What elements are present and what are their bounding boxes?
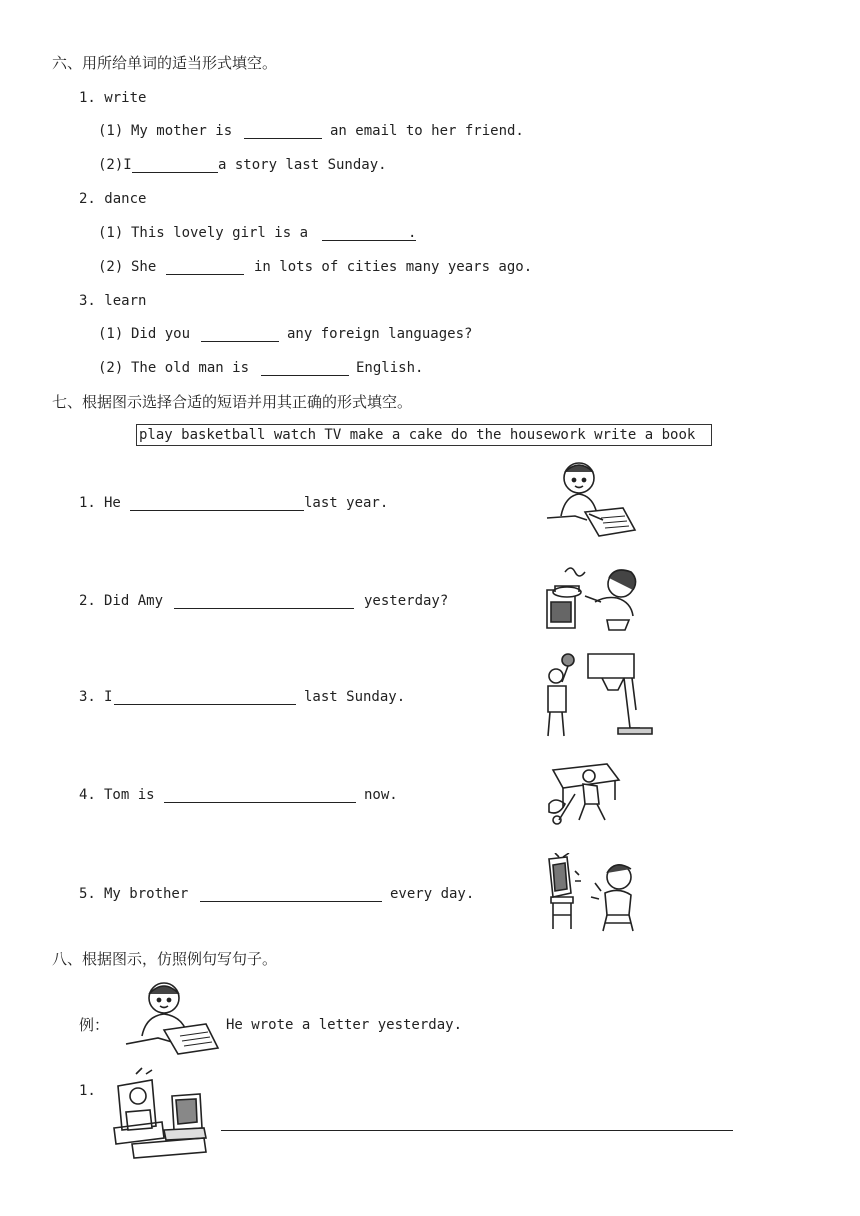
item-num: (1) [98, 326, 124, 342]
item-before: Did you [131, 326, 191, 342]
section-6-heading: 六、用所给单词的适当形式填空。 [52, 54, 278, 72]
item-after: any foreign languages? [287, 326, 473, 342]
answer-blank[interactable] [130, 510, 304, 511]
group-1-label: 1. write [79, 90, 147, 106]
boy-writing-letter-icon [124, 978, 220, 1058]
item-after: English. [356, 360, 424, 376]
item-after: yesterday? [364, 593, 449, 609]
item-num: 1. [79, 1083, 96, 1099]
answer-blank[interactable] [244, 138, 322, 139]
item-after: an email to her friend. [330, 123, 524, 139]
item-before: Tom is [104, 787, 155, 803]
item-num: (1) [98, 225, 124, 241]
section-7-heading: 七、根据图示选择合适的短语并用其正确的形式填空。 [52, 393, 413, 411]
boy-writing-icon [545, 456, 641, 540]
item-num: (2) [98, 259, 124, 275]
basketball-player-icon [540, 650, 658, 742]
item-after: a story last Sunday. [218, 157, 387, 173]
item-before: He [104, 495, 121, 511]
item-after: in lots of cities many years ago. [254, 259, 533, 275]
word-box: play basketball watch TV make a cake do the housework write a book [136, 424, 712, 446]
boy-watching-tv-icon [545, 853, 641, 933]
item-after: last year. [304, 495, 389, 511]
answer-blank[interactable] [261, 375, 349, 376]
item-before: My mother is [131, 123, 233, 139]
item-num: 3. [79, 689, 96, 705]
group-3-label: 3. learn [79, 293, 147, 309]
answer-blank[interactable] [166, 274, 244, 275]
girl-baking-cake-icon [545, 562, 645, 632]
answer-blank[interactable] [201, 341, 279, 342]
item-after: every day. [390, 886, 475, 902]
answer-blank[interactable] [114, 704, 296, 705]
item-num: (2)I [98, 157, 132, 173]
item-after: last Sunday. [304, 689, 406, 705]
item-before: The old man is [131, 360, 250, 376]
item-before: Did Amy [104, 593, 164, 609]
item-after: . [408, 225, 417, 241]
answer-blank[interactable] [132, 172, 218, 173]
boy-using-computer-icon [112, 1066, 212, 1166]
example-label: 例： [79, 1016, 110, 1034]
item-num: 5. [79, 886, 96, 902]
answer-blank[interactable] [174, 608, 354, 609]
item-num: 2. [79, 593, 96, 609]
item-before: She [131, 259, 157, 275]
item-after: now. [364, 787, 398, 803]
item-num: (2) [98, 360, 124, 376]
answer-blank[interactable] [164, 802, 356, 803]
item-num: 4. [79, 787, 96, 803]
example-sentence: He wrote a letter yesterday. [226, 1017, 463, 1033]
item-before: I [104, 689, 113, 705]
answer-line[interactable] [221, 1130, 733, 1131]
item-num: 1. [79, 495, 96, 511]
item-num: (1) [98, 123, 124, 139]
item-before: This lovely girl is a [131, 225, 309, 241]
section-8-heading: 八、根据图示，仿照例句写句子。 [52, 950, 278, 968]
boy-doing-housework-icon [545, 760, 625, 826]
group-2-label: 2. dance [79, 191, 147, 207]
item-before: My brother [104, 886, 189, 902]
answer-blank[interactable] [322, 240, 416, 241]
answer-blank[interactable] [200, 901, 382, 902]
